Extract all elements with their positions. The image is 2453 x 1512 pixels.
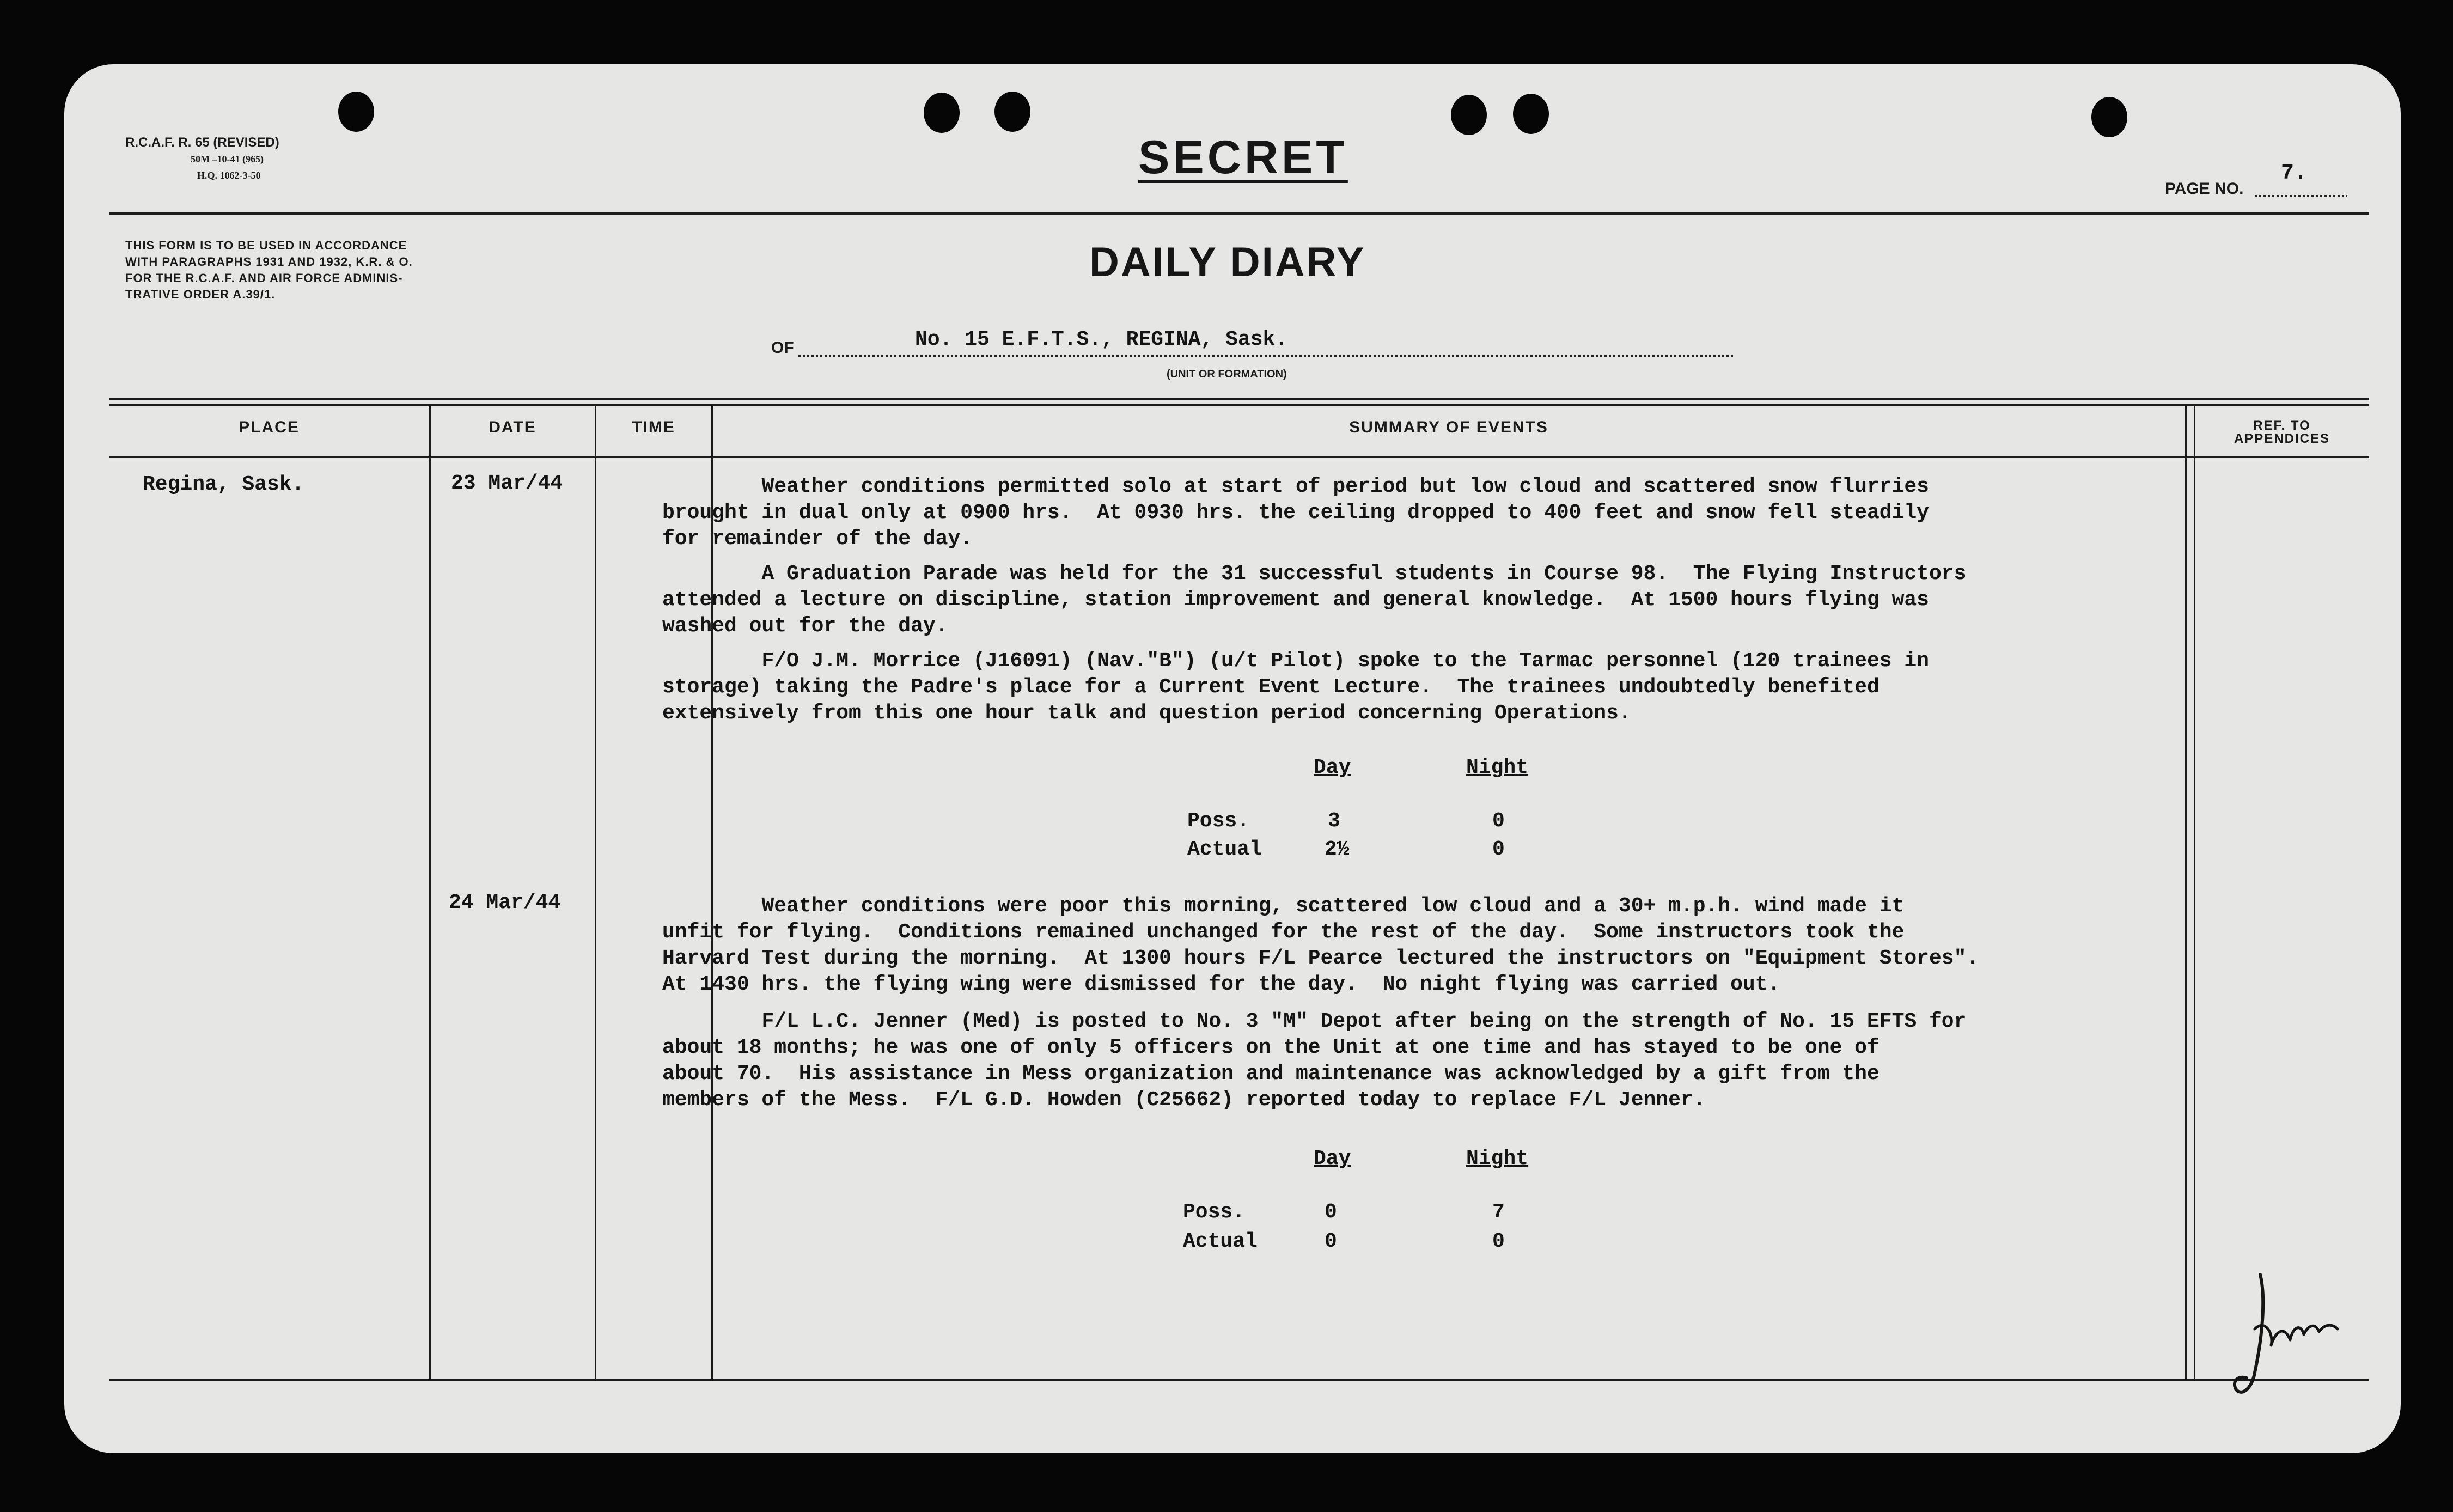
summary-paragraph: A Graduation Parade was held for the 31 successful students in Course 98. The Flying Instructors attended a lecture on discipline, station improvement and general knowledge. At 1500 hours flying was washed out for the day. [662,562,1967,638]
form-instructions: THIS FORM IS TO BE USED IN ACCORDANCE WITH PARAGRAPHS 1931 AND 1932, K.R. & O. FOR THE R.C.A.F. AND AIR FORCE ADMINIS- TRATIVE ORDER A.39/1. [125,239,413,301]
header-rule [109,212,2369,215]
unit-dotted-line [798,355,1735,357]
col-divider [2185,406,2187,1379]
unit-name: No. 15 E.F.T.S., REGINA, Sask. [915,328,1288,351]
punch-hole [2091,97,2127,137]
flying-day-value: 0 [1325,1200,1337,1224]
flying-night-value: 0 [1492,809,1505,833]
flying-night-header: Night [1466,1147,1529,1170]
col-header-date: DATE [489,418,536,436]
punch-hole [338,92,374,132]
entry-date: 23 Mar/44 [451,472,563,495]
page-number: 7. [2281,161,2308,186]
of-label: OF [771,339,794,357]
flying-row-label: Actual [1183,1230,1258,1253]
entry-date: 24 Mar/44 [449,891,561,914]
form-number: R.C.A.F. R. 65 (REVISED) [125,135,279,150]
punch-hole [994,92,1030,132]
summary-paragraph: Weather conditions were poor this morning, scattered low cloud and a 30+ m.p.h. wind made it unfit for flying. Conditions remained unchanged for the rest of the day. Some instructors took the Harvard Test during the morning. At 1300 hours F/L Pearce lectured the instructors on "Equipment Stores". At 1430 hrs. the flying wing were dismissed for the day. No night flying was carried out. [662,894,1979,996]
flying-row-label: Poss. [1183,1200,1246,1224]
flying-night-value: 0 [1492,838,1505,861]
entry-place: Regina, Sask. [143,473,304,496]
col-divider [2194,406,2195,1379]
flying-day-header: Day [1314,1147,1351,1170]
col-header-time: TIME [632,418,675,436]
flying-day-value: 2½ [1325,838,1350,861]
flying-day-value: 3 [1328,809,1340,833]
col-divider [595,406,596,1379]
table-top-rule [109,398,2369,400]
summary-paragraph: F/O J.M. Morrice (J16091) (Nav."B") (u/t Pilot) spoke to the Tarmac personnel (120 trainees in storage) taking the Padre's place for a Current Event Lecture. The trainees undoubtedly benefited extensively from this one hour talk and question period concerning Operations. [662,649,1929,725]
classification-stamp: SECRET [1138,131,1348,184]
print-code: 50M –10-41 (965) [191,154,264,164]
flying-night-value: 7 [1492,1200,1505,1224]
punch-hole [1513,94,1549,134]
flying-row-label: Actual [1187,838,1262,861]
hq-code: H.Q. 1062-3-50 [197,170,261,181]
table-top-rule-2 [109,404,2369,406]
flying-row-label: Poss. [1187,809,1250,833]
flying-night-value: 0 [1492,1230,1505,1253]
table-bottom-rule [109,1379,2369,1381]
col-header-summary: SUMMARY OF EVENTS [1349,418,1548,436]
page-label: PAGE NO. [2165,180,2244,198]
header-bottom-rule [109,456,2369,458]
flying-day-value: 0 [1325,1230,1337,1253]
unit-caption: (UNIT OR FORMATION) [1167,368,1287,380]
summary-paragraph: Weather conditions permitted solo at start of period but low cloud and scattered snow flurries brought in dual only at 0900 hrs. At 0930 hrs. the ceiling dropped to 400 feet and snow fell steadily for remainder of the day. [662,475,1929,551]
form-title: DAILY DIARY [1089,239,1366,285]
punch-hole [1451,95,1487,135]
flying-night-header: Night [1466,756,1529,779]
signature-initial [2222,1264,2342,1405]
punch-hole [924,93,960,133]
summary-paragraph: F/L L.C. Jenner (Med) is posted to No. 3 "M" Depot after being on the strength of No. 15 EFTS for about 18 months; he was one of only 5 officers on the Unit at one time and has stayed to be one of about 70. His assistance in Mess organization and maintenance was acknowledged by a gift from the members of the Mess. F/L G.D. Howden (C25662) reported today to replace F/L Jenner. [662,1010,1967,1112]
flying-day-header: Day [1314,756,1351,779]
col-divider [429,406,431,1379]
page-number-underline [2255,195,2347,197]
col-header-ref: REF. TO APPENDICES [2234,418,2330,446]
col-header-place: PLACE [239,418,300,436]
